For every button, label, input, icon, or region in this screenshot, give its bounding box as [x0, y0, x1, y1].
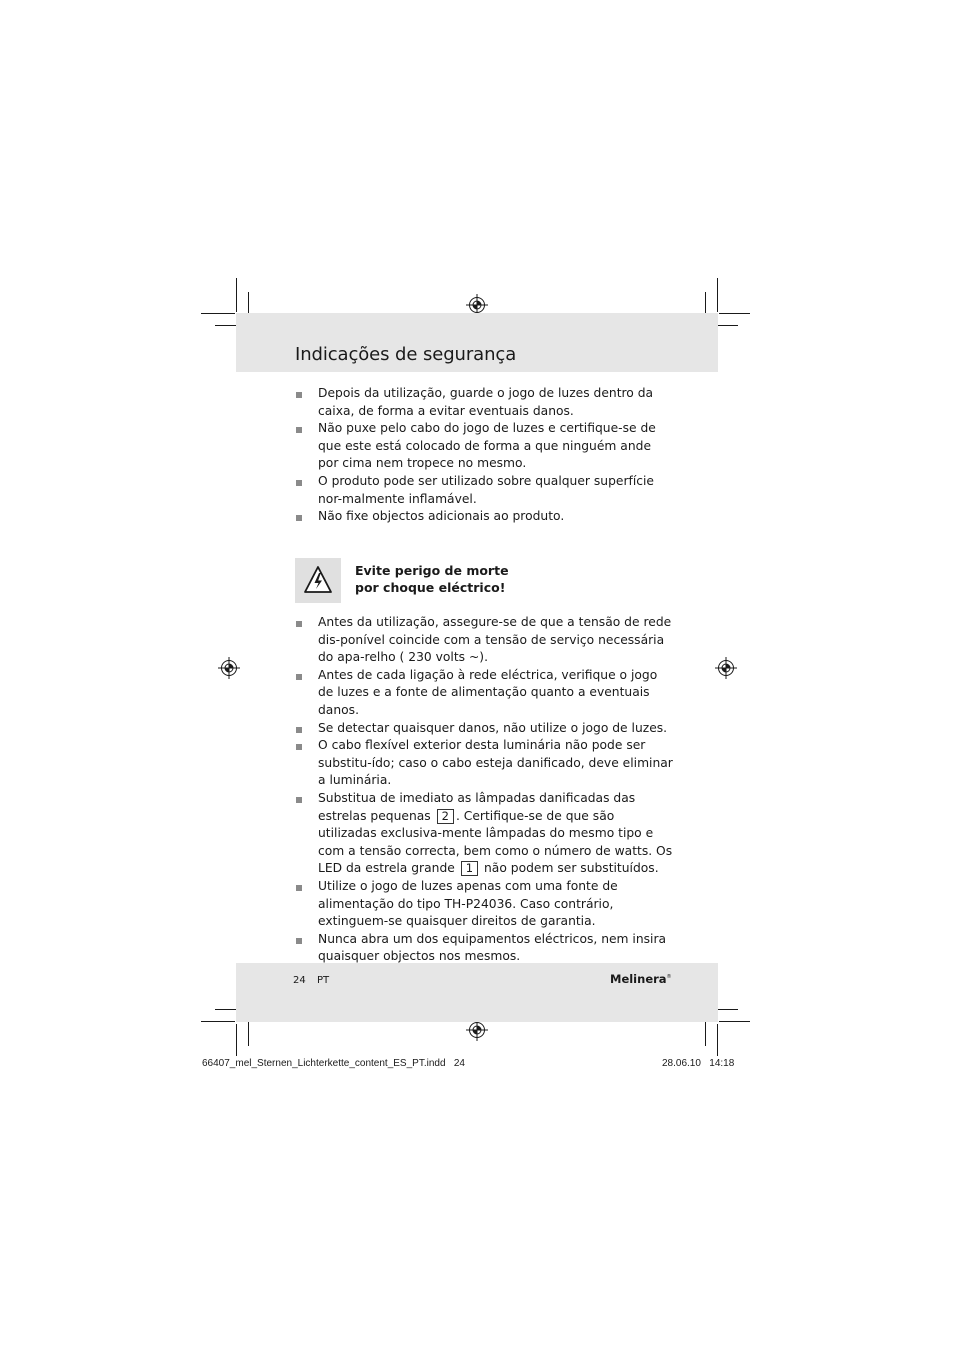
bullet-icon — [296, 885, 302, 891]
bullet-icon — [296, 674, 302, 680]
page-title: Indicações de segurança — [295, 344, 517, 365]
registration-mark-icon — [218, 657, 240, 679]
figure-reference: 1 — [461, 861, 478, 876]
bullet-icon — [296, 621, 302, 627]
bullet-icon — [296, 480, 302, 486]
list-item: Substitua de imediato as lâmpadas danificadas das estrelas pequenas 2 . Certifique-se de que são utilizadas exclusiva-mente lâmpadas do mesmo tipo e com a tensão correcta, bem como o número de watts. Os LED da estrela grande 1 não podem ser substituídos. — [295, 790, 675, 878]
list-item: Utilize o jogo de luzes apenas com uma fonte de alimentação do tipo TH-P24036. Caso contrário, extinguem-se quaisquer direitos de garantia. — [295, 878, 675, 931]
bullet-icon — [296, 744, 302, 750]
bullet-icon — [296, 938, 302, 944]
figure-reference: 2 — [437, 809, 454, 824]
list-item: Antes da utilização, assegure-se de que a tensão de rede dis-ponível coincide com a tensão de serviço necessária do apa-relho ( 230 volts ~). — [295, 614, 675, 667]
list-item: O cabo flexível exterior desta luminária não pode ser substitu-ído; caso o cabo esteja danificado, deve eliminar a luminária. — [295, 737, 675, 790]
warning-heading: Evite perigo de morte por choque eléctrico! — [355, 563, 509, 595]
bullet-icon — [296, 797, 302, 803]
registration-mark-icon — [715, 657, 737, 679]
electric-shock-warning-icon — [295, 558, 341, 603]
safety-list-2 — [295, 614, 675, 966]
list-item: Nunca abra um dos equipamentos eléctricos, nem insira quaisquer objectos nos mesmos. — [295, 931, 675, 966]
slug-date: 28.06.10 14:18 — [662, 1058, 735, 1069]
page-number: 24 — [293, 975, 306, 986]
language-code: PT — [317, 975, 330, 986]
list-item: Não fixe objectos adicionais ao produto. — [295, 508, 675, 526]
bullet-icon — [296, 427, 302, 433]
brand-logo: Melinera® — [610, 972, 672, 986]
bullet-icon — [296, 392, 302, 398]
bullet-icon — [296, 515, 302, 521]
bullet-icon — [296, 727, 302, 733]
list-item: Não puxe pelo cabo do jogo de luzes e certifique-se de que este está colocado de forma a que ninguém ande por cima nem tropece no mesmo. — [295, 420, 675, 473]
registration-mark-icon — [466, 1019, 488, 1041]
warning-box — [295, 558, 341, 603]
slug-filename: 66407_mel_Sternen_Lichterkette_content_ES_PT.indd 24 — [202, 1058, 465, 1069]
list-item: Se detectar quaisquer danos, não utilize o jogo de luzes. — [295, 720, 675, 738]
list-item: Depois da utilização, guarde o jogo de luzes dentro da caixa, de forma a evitar eventuais danos. — [295, 385, 675, 420]
safety-list-1 — [295, 385, 675, 526]
list-item: Antes de cada ligação à rede eléctrica, verifique o jogo de luzes e a fonte de alimentação quanto a eventuais danos. — [295, 667, 675, 720]
list-item: O produto pode ser utilizado sobre qualquer superfície nor-malmente inflamável. — [295, 473, 675, 508]
